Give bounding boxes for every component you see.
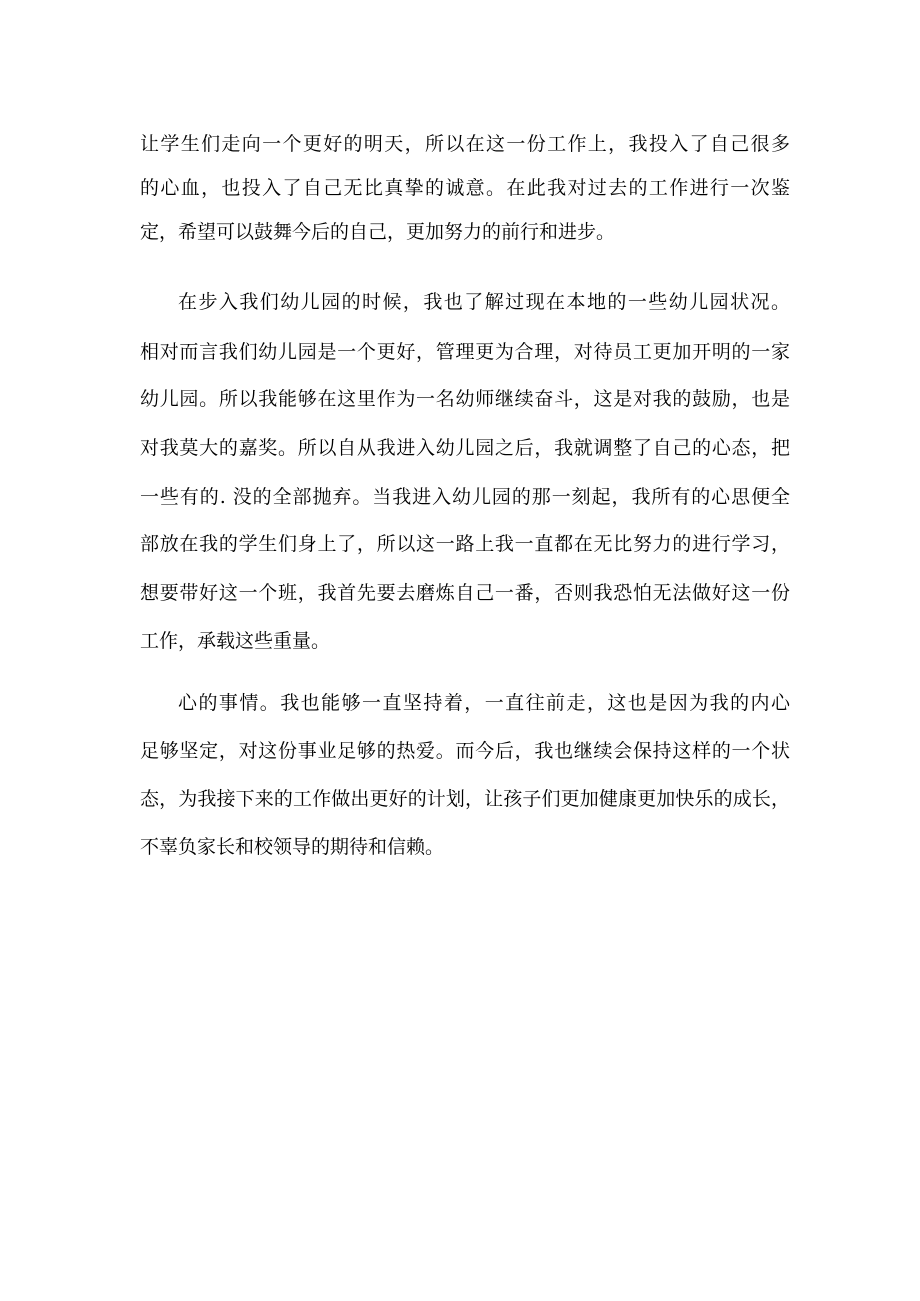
paragraph-line: 幼儿园。所以我能够在这里作为一名幼师继续奋斗，这是对我的鼓励，也是 <box>140 388 790 410</box>
paragraph-line: 一些有的. 没的全部抛弃。当我进入幼儿园的那一刻起，我所有的心思便全 <box>140 486 790 508</box>
paragraph-line: 心的事情。我也能够一直坚持着，一直往前走，这也是因为我的内心 <box>178 692 790 714</box>
paragraph-line: 的心血，也投入了自己无比真挚的诚意。在此我对过去的工作进行一次鉴 <box>140 177 790 199</box>
paragraph-line: 想要带好这一个班，我首先要去磨炼自己一番，否则我恐怕无法做好这一份 <box>140 582 790 604</box>
paragraph-line: 在步入我们幼儿园的时候，我也了解过现在本地的一些幼儿园状况。 <box>178 291 790 313</box>
paragraph-line: 部放在我的学生们身上了，所以这一路上我一直都在无比努力的进行学习， <box>140 533 790 555</box>
paragraph-line: 态，为我接下来的工作做出更好的计划，让孩子们更加健康更加快乐的成长， <box>140 788 790 810</box>
paragraph-line: 对我莫大的嘉奖。所以自从我进入幼儿园之后，我就调整了自己的心态，把 <box>140 437 790 459</box>
paragraph-line: 工作，承载这些重量。 <box>140 630 331 652</box>
paragraph-line: 定，希望可以鼓舞今后的自己，更加努力的前行和进步。 <box>140 221 616 243</box>
paragraph-line: 不辜负家长和校领导的期待和信赖。 <box>140 836 445 858</box>
paragraph-line: 让学生们走向一个更好的明天，所以在这一份工作上，我投入了自己很多 <box>140 133 790 155</box>
paragraph-line: 足够坚定，对这份事业足够的热爱。而今后，我也继续会保持这样的一个状 <box>140 740 790 762</box>
paragraph-line: 相对而言我们幼儿园是一个更好，管理更为合理，对待员工更加开明的一家 <box>140 341 790 363</box>
